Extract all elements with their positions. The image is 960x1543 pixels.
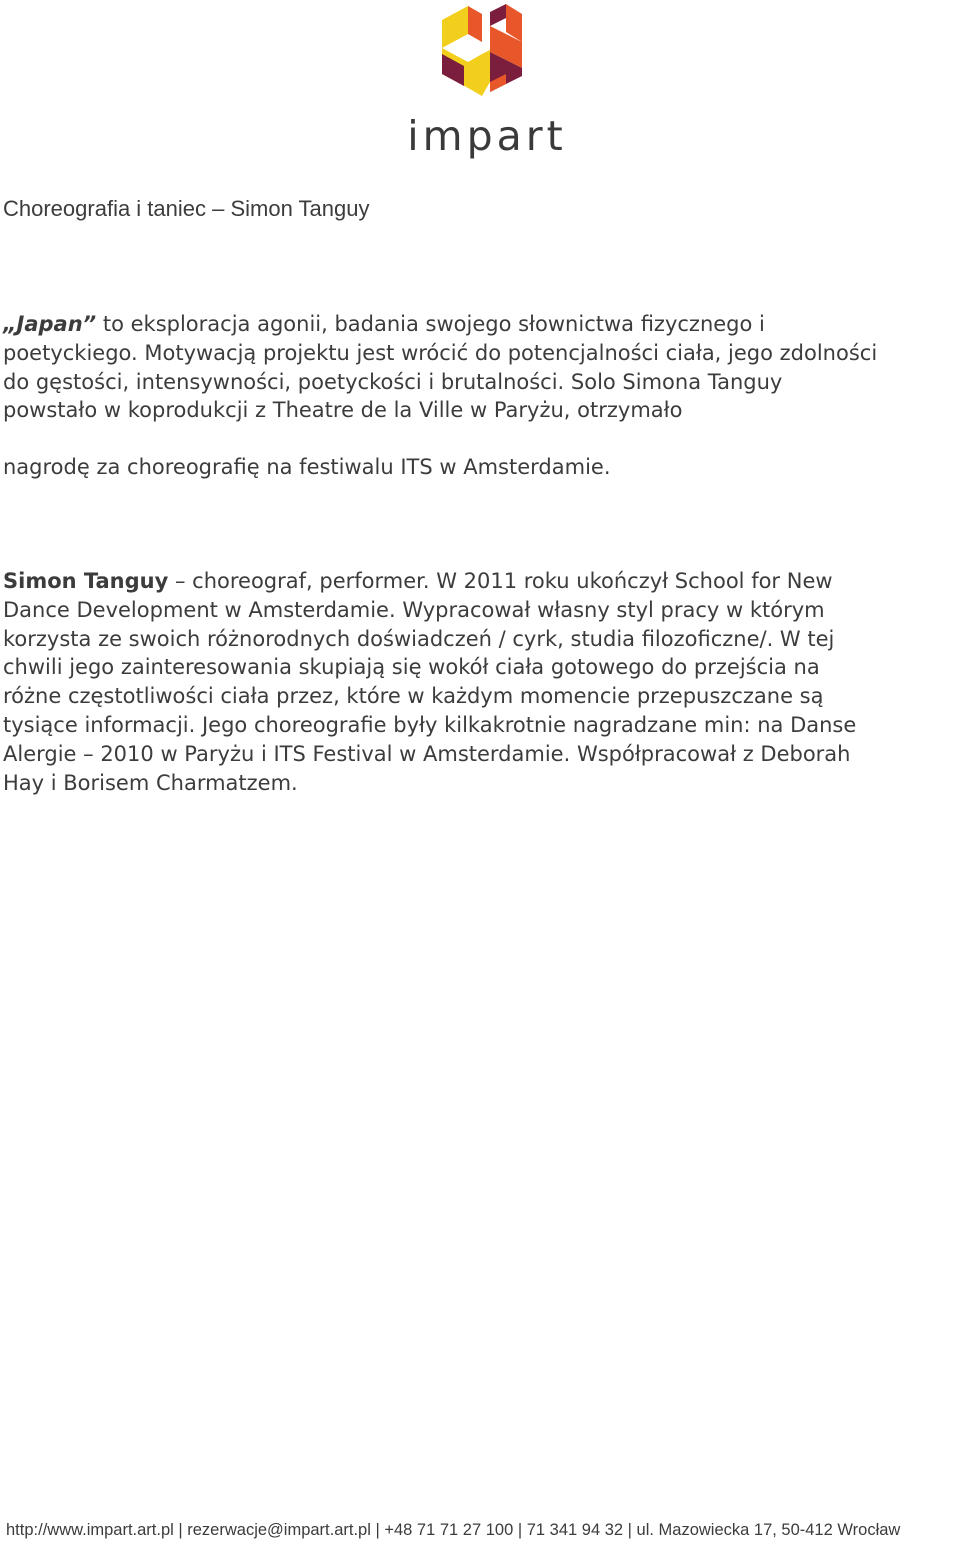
bio-paragraph xyxy=(3,567,856,797)
intro-title: „Japan” xyxy=(3,312,97,336)
bio-line-6: Alergie – 2010 w Paryżu i ITS Festival w Amsterdamie. Współpracował z Deborah xyxy=(3,741,851,766)
contact-footer: http://www.impart.art.pl | rezerwacje@impart.art.pl | +48 71 71 27 100 | 71 341 94 32 | ul. Mazowiecka 17, 50-412 Wrocław xyxy=(6,1521,901,1539)
intro-first-line xyxy=(3,310,960,339)
bio-line-1: Dance Development w Amsterdamie. Wypracował własny styl pracy w którym xyxy=(3,597,825,622)
bio-line-7: Hay i Borisem Charmatzem. xyxy=(3,770,298,795)
impart-logo-icon xyxy=(406,4,568,104)
bio-line-3: chwili jego zainteresowania skupiają się wokół ciała gotowego do przejścia na xyxy=(3,655,820,680)
intro-line-1: poetyckiego. Motywacją projektu jest wrócić do potencjalności ciała, jego zdolności xyxy=(3,340,878,365)
bio-name: Simon Tanguy xyxy=(3,569,169,593)
bio-line-5: tysiące informacji. Jego choreografie były kilkakrotnie nagradzane min: na Danse xyxy=(3,712,857,737)
bio-first-line xyxy=(3,567,856,596)
bio-line-0: – choreograf, performer. W 2011 roku ukończył School for New xyxy=(168,569,833,593)
intro-tail: nagrodę za choreografię na festiwalu ITS w Amsterdamie. xyxy=(3,455,611,479)
bio-line-4: różne częstotliwości ciała przez, które w każdym momencie przepuszczane są xyxy=(3,684,824,709)
intro-paragraph xyxy=(3,310,960,425)
bio-line-2: korzysta ze swoich różnorodnych doświadczeń / cyrk, studia filozoficzne/. W tej xyxy=(3,626,835,651)
intro-line-0: to eksploracja agonii, badania swojego słownictwa fizycznego i xyxy=(96,312,765,336)
intro-line-3: powstało w koprodukcji z Theatre de la Ville w Paryżu, otrzymało xyxy=(3,398,683,423)
impart-logo xyxy=(406,4,568,160)
impart-wordmark: impart xyxy=(407,112,567,160)
intro-line-2: do gęstości, intensywności, poetyckości i brutalności. Solo Simona Tanguy xyxy=(3,369,783,394)
page-heading: Choreografia i taniec – Simon Tanguy xyxy=(3,196,370,221)
